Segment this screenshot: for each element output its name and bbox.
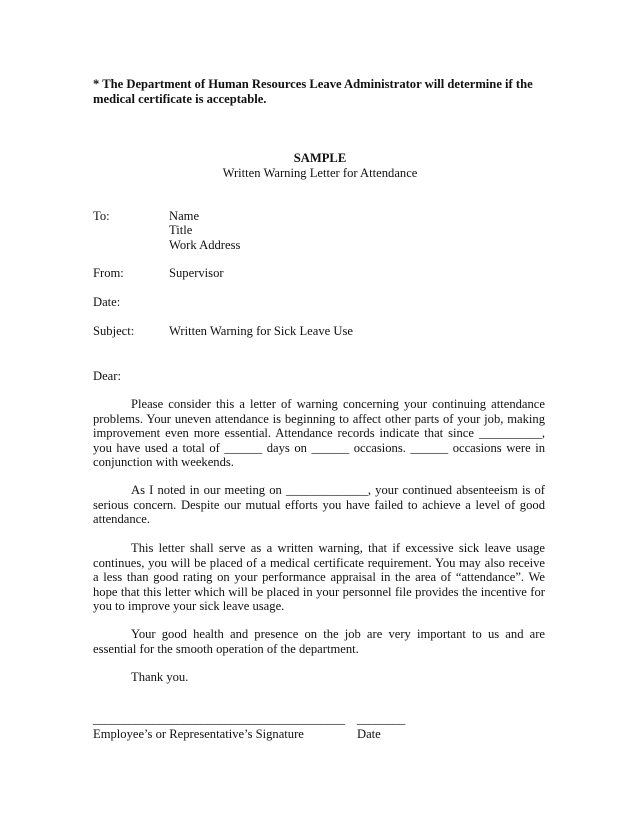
signature-label: Employee’s or Representative’s Signature [93,727,304,741]
paragraph-meeting [93,483,545,527]
to-title: Title [169,223,193,237]
to-label: To: [93,209,110,223]
paragraph-thank-you [93,670,545,685]
sample-heading: SAMPLE [293,151,347,165]
paragraph-text: As I noted in our meeting on _____________, your continued absenteeism is of serious concern. Despite our mutual efforts you have failed to achieve a level of good attendance. [93,483,545,527]
signature-line: __________________________________________ [93,712,345,726]
paragraph-text: This letter shall serve as a written warning, that if excessive sick leave usage continues, you will be placed of a medical certificate requirement. You may also receive a less than good rating on your performance appraisal in the area of “attendance”. We hope that this letter which will be placed in your personnel file provides the incentive for you to improve your sick leave usage. [93,541,545,614]
signature-date-line: ________ [357,712,405,726]
paragraph-text: Please consider this a letter of warning concerning your continuing attendance problems. Your uneven attendance is beginning to affect other parts of your job, making improvement even more essential. Attendance records indicate that since __________, you have used a total of ______ days on ______ occasions. ______ occasions were in conjunction with weekends. [93,397,545,470]
to-work-address: Work Address [169,238,241,252]
to-name: Name [169,209,200,223]
paragraph-written-warning [93,541,545,614]
paragraph-attendance-records [93,397,545,470]
paragraph-good-health [93,627,545,656]
from-value: Supervisor [169,266,224,280]
medical-certificate-note: * The Department of Human Resources Leave Administrator will determine if the medical certificate is acceptable. [93,77,533,106]
salutation: Dear: [93,369,121,383]
paragraph-text: Your good health and presence on the job are very important to us and are essential for the smooth operation of the department. [93,627,545,656]
letter-heading [93,151,547,180]
signature-date-label: Date [357,727,381,741]
date-label: Date: [93,295,121,309]
letter-title: Written Warning Letter for Attendance [222,165,418,180]
subject-value: Written Warning for Sick Leave Use [169,324,353,338]
from-label: From: [93,266,124,280]
subject-label: Subject: [93,324,135,338]
paragraph-text: Thank you. [131,670,189,684]
